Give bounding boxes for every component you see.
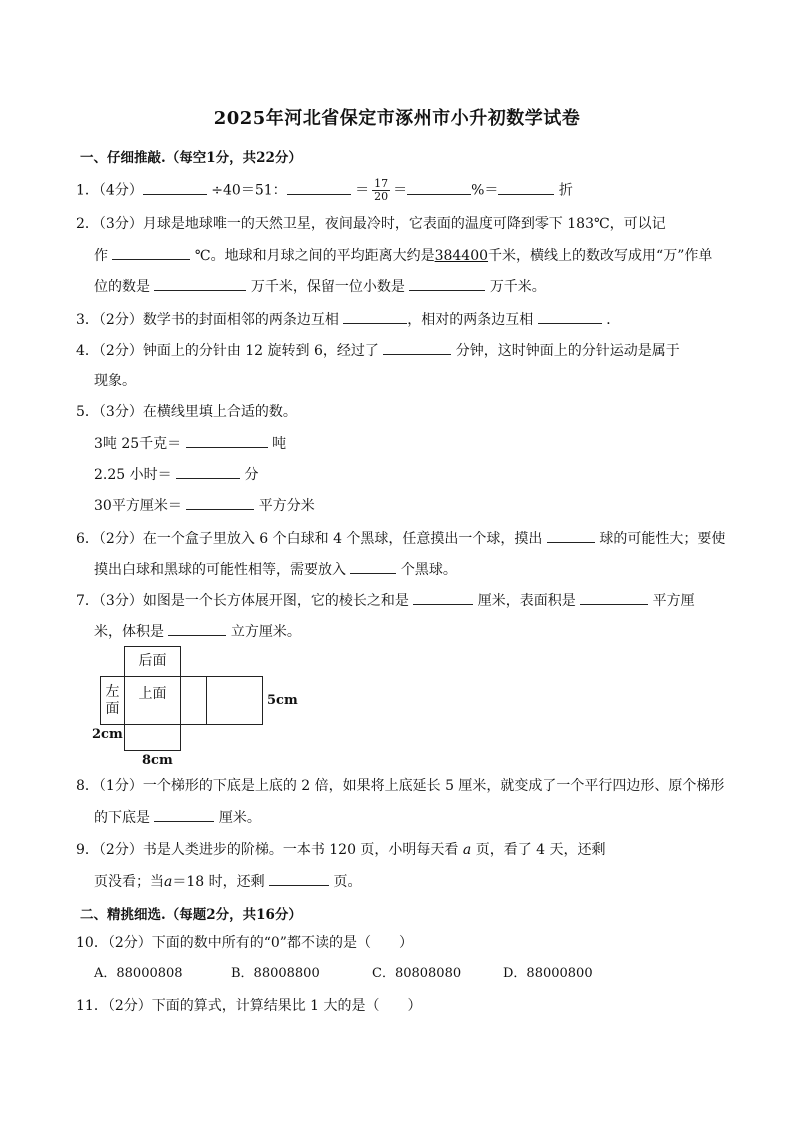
answer-blank[interactable]: [154, 807, 214, 822]
option-a[interactable]: A．88000808: [94, 966, 183, 981]
fraction: $\frac{17}{20}$: [374, 177, 389, 203]
answer-blank[interactable]: [383, 340, 451, 355]
question-6-line-1: 6．（2分）在一个盒子里放入 6 个白球和 4 个黑球，任意摸出一个球，摸出 球的可能性大；要使: [76, 528, 721, 549]
question-3: 3．（2分）数学书的封面相邻的两条边互相 ，相对的两条边互相 ．: [76, 309, 721, 330]
answer-blank[interactable]: [580, 590, 648, 605]
answer-blank[interactable]: [498, 180, 554, 195]
dimension-width: 2cm: [92, 727, 123, 742]
answer-blank[interactable]: [547, 528, 595, 543]
question-2-line-2: 作 ℃。地球和月球之间的平均距离大约是384400千米，横线上的数改写成用“万”作单: [94, 245, 739, 266]
answer-blank[interactable]: [168, 621, 226, 636]
question-11-stem: 11．（2分）下面的算式，计算结果比 1 大的是（ ）: [76, 998, 422, 1014]
question-4-line-1: 4．（2分）钟面上的分针由 12 旋转到 6，经过了 分钟，这时钟面上的分针运动是属于: [76, 340, 721, 361]
net-face-back: 后面: [124, 646, 181, 677]
answer-blank[interactable]: [409, 276, 485, 291]
answer-blank[interactable]: [350, 559, 396, 574]
section-2-heading: 二、精挑细选.（每题2分，共16分）: [80, 907, 302, 923]
question-1: 1．（4分） ÷40＝51： ＝ $\frac{17}{20}$ ＝ %＝ 折: [76, 177, 573, 203]
net-face-top: 上面: [124, 676, 181, 725]
question-7-line-2: 米，体积是 立方厘米。: [94, 621, 739, 642]
net-face-front: [124, 724, 181, 751]
answer-blank[interactable]: [143, 180, 207, 195]
section-1-heading: 一、仔细推敲.（每空1分，共22分）: [80, 150, 302, 166]
question-8-line-1: 8．（1分）一个梯形的下底是上底的 2 倍，如果将上底延长 5 厘米，就变成了一个平行四边形、原个梯形: [76, 778, 725, 794]
answer-blank[interactable]: [287, 180, 351, 195]
cuboid-net-diagram: [90, 646, 330, 770]
question-5-a: 3吨 25千克＝ 吨: [94, 433, 739, 454]
question-9-line-2: 页没看；当a＝18 时，还剩 页。: [94, 871, 739, 892]
question-9-line-1: 9．（2分）书是人类进步的阶梯。一本书 120 页，小明每天看 a 页，看了 4 天，还剩: [76, 842, 606, 858]
question-10-options: [94, 964, 739, 984]
net-face-left: 左 面: [100, 676, 125, 725]
question-4-line-2: 现象。: [94, 373, 136, 389]
question-2-line-1: 2．（3分）月球是地球唯一的天然卫星，夜间最冷时，它表面的温度可降到零下 183℃，可以记: [76, 216, 666, 232]
question-5-b: 2.25 小时＝ 分: [94, 464, 739, 485]
answer-blank[interactable]: [186, 495, 254, 510]
option-c[interactable]: C．80808080: [372, 966, 462, 981]
answer-blank[interactable]: [413, 590, 473, 605]
page-title: 2025年河北省保定市涿州市小升初数学试卷: [213, 108, 581, 129]
option-d[interactable]: D．88000800: [503, 966, 593, 981]
answer-blank[interactable]: [186, 433, 268, 448]
question-5-stem: 5．（3分）在横线里填上合适的数。: [76, 404, 297, 420]
question-7-line-1: 7．（3分）如图是一个长方体展开图，它的棱长之和是 厘米，表面积是 平方厘: [76, 590, 721, 611]
answer-blank[interactable]: [343, 309, 407, 324]
question-2-line-3: 位的数是 万千米，保留一位小数是 万千米。: [94, 276, 739, 297]
answer-blank[interactable]: [112, 245, 190, 260]
dimension-height: 5cm: [267, 693, 298, 708]
question-10-stem: 10．（2分）下面的数中所有的“0”都不读的是（ ）: [76, 935, 413, 951]
dimension-length: 8cm: [142, 753, 173, 768]
net-face-right: [180, 676, 207, 725]
answer-blank[interactable]: [407, 180, 471, 195]
question-8-line-2: 的下底是 厘米。: [94, 807, 739, 828]
answer-blank[interactable]: [269, 871, 329, 886]
option-b[interactable]: B．88008800: [231, 966, 320, 981]
question-6-line-2: 摸出白球和黑球的可能性相等，需要放入 个黑球。: [94, 559, 739, 580]
answer-blank[interactable]: [538, 309, 602, 324]
question-5-c: 30平方厘米＝ 平方分米: [94, 495, 739, 516]
net-face-bottom: [206, 676, 263, 725]
answer-blank[interactable]: [154, 276, 246, 291]
answer-blank[interactable]: [176, 464, 240, 479]
